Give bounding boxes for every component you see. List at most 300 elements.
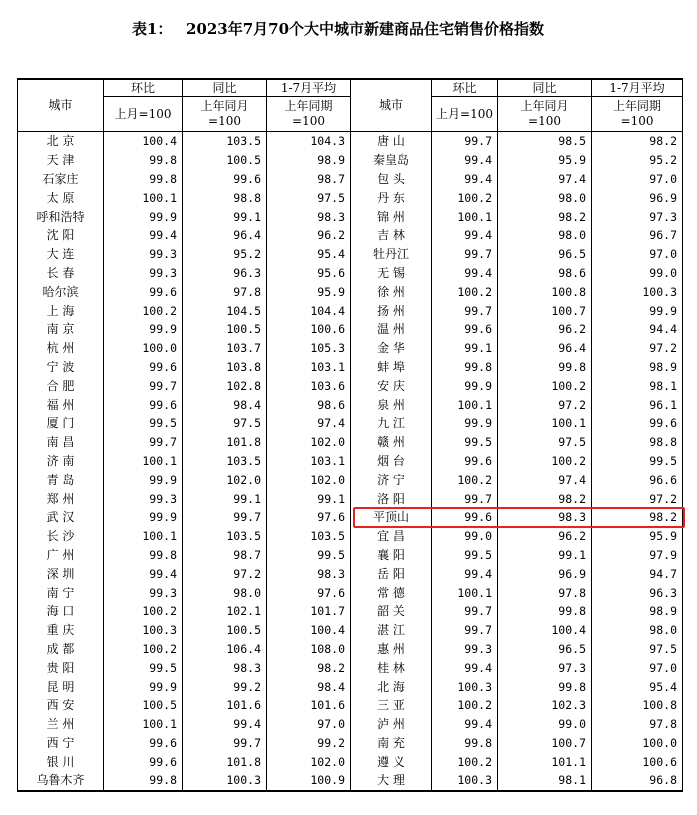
cell-avg-right: 98.2 bbox=[592, 508, 683, 527]
cell-mom-right: 99.6 bbox=[432, 320, 498, 339]
cell-avg-left: 99.5 bbox=[267, 546, 351, 565]
cell-city-right: 九 江 bbox=[351, 414, 432, 433]
cell-yoy-left: 103.7 bbox=[183, 339, 267, 358]
cell-city-right: 桂 林 bbox=[351, 658, 432, 677]
cell-yoy-right: 99.1 bbox=[498, 546, 592, 565]
table-row bbox=[18, 583, 683, 602]
cell-mom-left: 100.2 bbox=[104, 640, 183, 659]
cell-mom-left: 99.6 bbox=[104, 282, 183, 301]
cell-city-right: 惠 州 bbox=[351, 640, 432, 659]
cell-avg-left: 98.3 bbox=[267, 564, 351, 583]
cell-city-left: 大 连 bbox=[18, 245, 104, 264]
table-row bbox=[18, 696, 683, 715]
cell-mom-right: 99.4 bbox=[432, 658, 498, 677]
cell-city-right: 济 宁 bbox=[351, 470, 432, 489]
cell-avg-right: 96.6 bbox=[592, 470, 683, 489]
cell-yoy-right: 99.8 bbox=[498, 358, 592, 377]
cell-city-right: 宜 昌 bbox=[351, 527, 432, 546]
header-mom-base-right bbox=[432, 97, 498, 132]
cell-avg-right: 100.0 bbox=[592, 734, 683, 753]
cell-avg-left: 102.0 bbox=[267, 433, 351, 452]
cell-mom-left: 99.5 bbox=[104, 658, 183, 677]
header-mom-left: 环比 bbox=[104, 79, 183, 97]
cell-mom-left: 100.1 bbox=[104, 527, 183, 546]
cell-city-right: 南 充 bbox=[351, 734, 432, 753]
cell-avg-left: 104.3 bbox=[267, 132, 351, 151]
table-row bbox=[18, 734, 683, 753]
cell-mom-right: 99.4 bbox=[432, 564, 498, 583]
cell-avg-left: 97.6 bbox=[267, 583, 351, 602]
table-row bbox=[18, 489, 683, 508]
cell-avg-left: 99.2 bbox=[267, 734, 351, 753]
cell-mom-left: 100.3 bbox=[104, 621, 183, 640]
cell-avg-left: 97.4 bbox=[267, 414, 351, 433]
table-row bbox=[18, 752, 683, 771]
cell-mom-right: 100.3 bbox=[432, 771, 498, 791]
cell-mom-left: 99.8 bbox=[104, 771, 183, 791]
table-row bbox=[18, 658, 683, 677]
cell-mom-right: 99.7 bbox=[432, 621, 498, 640]
cell-city-left: 深 圳 bbox=[18, 564, 104, 583]
table-row bbox=[18, 602, 683, 621]
cell-yoy-right: 96.5 bbox=[498, 245, 592, 264]
table-row bbox=[18, 470, 683, 489]
cell-avg-right: 99.6 bbox=[592, 414, 683, 433]
cell-yoy-right: 98.5 bbox=[498, 132, 592, 151]
cell-city-right: 安 庆 bbox=[351, 376, 432, 395]
cell-avg-right: 98.9 bbox=[592, 602, 683, 621]
cell-city-left: 海 口 bbox=[18, 602, 104, 621]
cell-mom-right: 99.6 bbox=[432, 508, 498, 527]
cell-yoy-left: 96.3 bbox=[183, 264, 267, 283]
cell-mom-left: 99.9 bbox=[104, 207, 183, 226]
cell-mom-right: 99.7 bbox=[432, 132, 498, 151]
cell-city-right: 韶 关 bbox=[351, 602, 432, 621]
cell-yoy-left: 102.8 bbox=[183, 376, 267, 395]
cell-yoy-left: 95.2 bbox=[183, 245, 267, 264]
cell-city-left: 厦 门 bbox=[18, 414, 104, 433]
cell-mom-left: 99.8 bbox=[104, 170, 183, 189]
cell-avg-right: 99.5 bbox=[592, 452, 683, 471]
cell-yoy-right: 98.0 bbox=[498, 188, 592, 207]
cell-yoy-right: 100.7 bbox=[498, 734, 592, 753]
cell-yoy-right: 99.0 bbox=[498, 715, 592, 734]
cell-avg-left: 100.4 bbox=[267, 621, 351, 640]
cell-mom-left: 99.3 bbox=[104, 489, 183, 508]
cell-yoy-right: 97.3 bbox=[498, 658, 592, 677]
cell-mom-right: 99.1 bbox=[432, 339, 498, 358]
cell-avg-right: 99.0 bbox=[592, 264, 683, 283]
cell-avg-left: 95.6 bbox=[267, 264, 351, 283]
cell-avg-left: 102.0 bbox=[267, 470, 351, 489]
cell-avg-left: 105.3 bbox=[267, 339, 351, 358]
cell-mom-left: 100.1 bbox=[104, 452, 183, 471]
cell-city-left: 沈 阳 bbox=[18, 226, 104, 245]
cell-city-right: 遵 义 bbox=[351, 752, 432, 771]
table-row bbox=[18, 621, 683, 640]
cell-mom-right: 99.0 bbox=[432, 527, 498, 546]
cell-city-left: 合 肥 bbox=[18, 376, 104, 395]
cell-yoy-right: 98.3 bbox=[498, 508, 592, 527]
cell-avg-left: 103.5 bbox=[267, 527, 351, 546]
cell-yoy-right: 102.3 bbox=[498, 696, 592, 715]
cell-yoy-right: 98.6 bbox=[498, 264, 592, 283]
cell-mom-left: 99.9 bbox=[104, 470, 183, 489]
table-row bbox=[18, 226, 683, 245]
cell-avg-right: 97.0 bbox=[592, 658, 683, 677]
cell-mom-right: 99.8 bbox=[432, 358, 498, 377]
yoy-base-label-2: =100 bbox=[528, 114, 561, 128]
table-row bbox=[18, 546, 683, 565]
cell-avg-left: 98.9 bbox=[267, 151, 351, 170]
cell-yoy-left: 99.4 bbox=[183, 715, 267, 734]
mom-base-label: 上月=100 bbox=[436, 106, 493, 121]
cell-yoy-left: 101.6 bbox=[183, 696, 267, 715]
cell-city-left: 广 州 bbox=[18, 546, 104, 565]
cell-yoy-right: 100.2 bbox=[498, 452, 592, 471]
cell-city-right: 锦 州 bbox=[351, 207, 432, 226]
cell-yoy-left: 99.1 bbox=[183, 207, 267, 226]
header-yoy-right: 同比 bbox=[498, 79, 592, 97]
cell-yoy-left: 98.4 bbox=[183, 395, 267, 414]
header-yoy-base-left bbox=[183, 97, 267, 132]
cell-avg-left: 98.2 bbox=[267, 658, 351, 677]
table-row bbox=[18, 527, 683, 546]
cell-yoy-right: 100.4 bbox=[498, 621, 592, 640]
cell-city-left: 天 津 bbox=[18, 151, 104, 170]
cell-city-right: 三 亚 bbox=[351, 696, 432, 715]
cell-city-right: 徐 州 bbox=[351, 282, 432, 301]
cell-avg-right: 96.8 bbox=[592, 771, 683, 791]
cell-yoy-left: 100.3 bbox=[183, 771, 267, 791]
cell-city-right: 洛 阳 bbox=[351, 489, 432, 508]
cell-city-right: 蚌 埠 bbox=[351, 358, 432, 377]
table-body bbox=[18, 132, 683, 791]
cell-city-left: 西 安 bbox=[18, 696, 104, 715]
cell-yoy-right: 101.1 bbox=[498, 752, 592, 771]
cell-avg-right: 99.9 bbox=[592, 301, 683, 320]
cell-city-right: 岳 阳 bbox=[351, 564, 432, 583]
cell-yoy-left: 100.5 bbox=[183, 621, 267, 640]
table-header bbox=[18, 79, 683, 132]
cell-mom-right: 99.5 bbox=[432, 433, 498, 452]
cell-mom-right: 100.1 bbox=[432, 207, 498, 226]
cell-avg-left: 108.0 bbox=[267, 640, 351, 659]
cell-city-left: 哈尔滨 bbox=[18, 282, 104, 301]
cell-avg-right: 98.1 bbox=[592, 376, 683, 395]
cell-avg-right: 95.2 bbox=[592, 151, 683, 170]
header-city-left: 城市 bbox=[18, 79, 104, 132]
header-yoy-base-right bbox=[498, 97, 592, 132]
cell-mom-left: 99.9 bbox=[104, 508, 183, 527]
cell-city-right: 平顶山 bbox=[351, 508, 432, 527]
cell-avg-left: 104.4 bbox=[267, 301, 351, 320]
cell-avg-left: 95.9 bbox=[267, 282, 351, 301]
cell-yoy-left: 99.1 bbox=[183, 489, 267, 508]
cell-mom-right: 99.7 bbox=[432, 602, 498, 621]
cell-avg-right: 97.9 bbox=[592, 546, 683, 565]
cell-city-left: 郑 州 bbox=[18, 489, 104, 508]
cell-yoy-right: 100.2 bbox=[498, 376, 592, 395]
header-mom-base-left bbox=[104, 97, 183, 132]
table-row bbox=[18, 301, 683, 320]
cell-mom-left: 99.3 bbox=[104, 245, 183, 264]
cell-yoy-right: 97.4 bbox=[498, 470, 592, 489]
cell-mom-right: 99.4 bbox=[432, 151, 498, 170]
cell-mom-right: 99.7 bbox=[432, 489, 498, 508]
table-row bbox=[18, 188, 683, 207]
cell-city-left: 兰 州 bbox=[18, 715, 104, 734]
cell-avg-left: 103.1 bbox=[267, 358, 351, 377]
table-row bbox=[18, 395, 683, 414]
cell-avg-right: 95.4 bbox=[592, 677, 683, 696]
cell-mom-left: 99.8 bbox=[104, 151, 183, 170]
cell-city-right: 包 头 bbox=[351, 170, 432, 189]
cell-city-right: 唐 山 bbox=[351, 132, 432, 151]
cell-city-left: 青 岛 bbox=[18, 470, 104, 489]
cell-yoy-right: 96.9 bbox=[498, 564, 592, 583]
cell-city-right: 吉 林 bbox=[351, 226, 432, 245]
cell-avg-left: 98.3 bbox=[267, 207, 351, 226]
cell-avg-left: 103.6 bbox=[267, 376, 351, 395]
cell-avg-right: 98.8 bbox=[592, 433, 683, 452]
cell-avg-left: 100.9 bbox=[267, 771, 351, 791]
cell-city-left: 乌鲁木齐 bbox=[18, 771, 104, 791]
cell-city-left: 上 海 bbox=[18, 301, 104, 320]
cell-city-left: 石家庄 bbox=[18, 170, 104, 189]
cell-avg-right: 97.2 bbox=[592, 489, 683, 508]
cell-city-left: 南 昌 bbox=[18, 433, 104, 452]
cell-city-left: 北 京 bbox=[18, 132, 104, 151]
cell-mom-left: 99.6 bbox=[104, 734, 183, 753]
cell-avg-right: 98.9 bbox=[592, 358, 683, 377]
cell-yoy-right: 97.2 bbox=[498, 395, 592, 414]
cell-mom-left: 99.5 bbox=[104, 414, 183, 433]
cell-city-left: 西 宁 bbox=[18, 734, 104, 753]
cell-yoy-left: 98.3 bbox=[183, 658, 267, 677]
cell-yoy-right: 96.4 bbox=[498, 339, 592, 358]
cell-yoy-left: 103.5 bbox=[183, 452, 267, 471]
cell-mom-left: 99.8 bbox=[104, 546, 183, 565]
cell-avg-left: 96.2 bbox=[267, 226, 351, 245]
cell-yoy-left: 96.4 bbox=[183, 226, 267, 245]
cell-avg-right: 100.8 bbox=[592, 696, 683, 715]
cell-mom-right: 99.4 bbox=[432, 226, 498, 245]
table-row bbox=[18, 264, 683, 283]
table-row bbox=[18, 508, 683, 527]
cell-avg-right: 97.3 bbox=[592, 207, 683, 226]
table-row bbox=[18, 170, 683, 189]
cell-avg-left: 98.6 bbox=[267, 395, 351, 414]
cell-yoy-right: 96.2 bbox=[498, 320, 592, 339]
cell-city-left: 太 原 bbox=[18, 188, 104, 207]
table-row bbox=[18, 433, 683, 452]
cell-city-left: 成 都 bbox=[18, 640, 104, 659]
cell-yoy-left: 102.1 bbox=[183, 602, 267, 621]
cell-yoy-left: 98.7 bbox=[183, 546, 267, 565]
cell-mom-left: 100.4 bbox=[104, 132, 183, 151]
header-mom-right: 环比 bbox=[432, 79, 498, 97]
cell-yoy-left: 99.7 bbox=[183, 508, 267, 527]
cell-mom-right: 100.1 bbox=[432, 583, 498, 602]
cell-city-right: 常 德 bbox=[351, 583, 432, 602]
cell-city-left: 南 京 bbox=[18, 320, 104, 339]
cell-yoy-right: 98.2 bbox=[498, 207, 592, 226]
cell-avg-right: 97.0 bbox=[592, 245, 683, 264]
cell-avg-left: 101.7 bbox=[267, 602, 351, 621]
table-row bbox=[18, 282, 683, 301]
cell-mom-left: 99.9 bbox=[104, 677, 183, 696]
cell-mom-left: 99.7 bbox=[104, 433, 183, 452]
cell-mom-right: 99.7 bbox=[432, 245, 498, 264]
cell-avg-right: 98.2 bbox=[592, 132, 683, 151]
yoy-base-label-1: 上年同月 bbox=[200, 99, 249, 113]
cell-mom-left: 100.2 bbox=[104, 602, 183, 621]
table-row bbox=[18, 640, 683, 659]
cell-avg-left: 101.6 bbox=[267, 696, 351, 715]
cell-avg-left: 99.1 bbox=[267, 489, 351, 508]
cell-mom-right: 100.2 bbox=[432, 470, 498, 489]
cell-yoy-left: 98.8 bbox=[183, 188, 267, 207]
cell-mom-left: 99.6 bbox=[104, 752, 183, 771]
cell-yoy-right: 97.4 bbox=[498, 170, 592, 189]
avg-base-label-1: 上年同期 bbox=[612, 99, 661, 113]
table-row bbox=[18, 320, 683, 339]
cell-yoy-right: 100.7 bbox=[498, 301, 592, 320]
cell-city-left: 重 庆 bbox=[18, 621, 104, 640]
cell-mom-left: 99.3 bbox=[104, 264, 183, 283]
cell-yoy-right: 98.2 bbox=[498, 489, 592, 508]
cell-yoy-left: 104.5 bbox=[183, 301, 267, 320]
cell-yoy-left: 99.7 bbox=[183, 734, 267, 753]
table-row bbox=[18, 677, 683, 696]
cell-yoy-right: 98.0 bbox=[498, 226, 592, 245]
table-row bbox=[18, 771, 683, 791]
cell-city-right: 大 理 bbox=[351, 771, 432, 791]
cell-mom-left: 99.6 bbox=[104, 358, 183, 377]
cell-mom-right: 100.3 bbox=[432, 677, 498, 696]
cell-avg-left: 97.6 bbox=[267, 508, 351, 527]
cell-mom-left: 99.9 bbox=[104, 320, 183, 339]
header-avg-left: 1-7月平均 bbox=[267, 79, 351, 97]
cell-mom-right: 99.3 bbox=[432, 640, 498, 659]
cell-yoy-left: 103.8 bbox=[183, 358, 267, 377]
cell-mom-right: 100.2 bbox=[432, 282, 498, 301]
table-row bbox=[18, 132, 683, 151]
cell-mom-left: 99.7 bbox=[104, 376, 183, 395]
cell-yoy-left: 99.2 bbox=[183, 677, 267, 696]
yoy-base-label-1: 上年同月 bbox=[520, 99, 569, 113]
cell-mom-right: 99.7 bbox=[432, 301, 498, 320]
cell-city-left: 杭 州 bbox=[18, 339, 104, 358]
table-row bbox=[18, 414, 683, 433]
cell-city-right: 金 华 bbox=[351, 339, 432, 358]
avg-base-label-2: =100 bbox=[292, 114, 325, 128]
header-city-right: 城市 bbox=[351, 79, 432, 132]
cell-yoy-left: 101.8 bbox=[183, 433, 267, 452]
price-index-table bbox=[17, 78, 683, 792]
cell-avg-left: 97.0 bbox=[267, 715, 351, 734]
cell-yoy-right: 99.8 bbox=[498, 677, 592, 696]
cell-yoy-left: 97.2 bbox=[183, 564, 267, 583]
cell-yoy-left: 103.5 bbox=[183, 132, 267, 151]
cell-avg-left: 102.0 bbox=[267, 752, 351, 771]
cell-city-left: 银 川 bbox=[18, 752, 104, 771]
cell-avg-right: 97.5 bbox=[592, 640, 683, 659]
cell-city-left: 贵 阳 bbox=[18, 658, 104, 677]
cell-city-right: 扬 州 bbox=[351, 301, 432, 320]
cell-city-right: 北 海 bbox=[351, 677, 432, 696]
cell-city-right: 襄 阳 bbox=[351, 546, 432, 565]
cell-avg-right: 96.1 bbox=[592, 395, 683, 414]
cell-mom-left: 99.3 bbox=[104, 583, 183, 602]
table-row bbox=[18, 376, 683, 395]
cell-mom-right: 100.2 bbox=[432, 752, 498, 771]
cell-yoy-right: 96.5 bbox=[498, 640, 592, 659]
cell-yoy-right: 100.1 bbox=[498, 414, 592, 433]
cell-mom-right: 100.2 bbox=[432, 188, 498, 207]
yoy-base-label-2: =100 bbox=[208, 114, 241, 128]
cell-mom-right: 99.6 bbox=[432, 452, 498, 471]
cell-avg-right: 94.7 bbox=[592, 564, 683, 583]
table-row bbox=[18, 207, 683, 226]
cell-avg-left: 100.6 bbox=[267, 320, 351, 339]
table-title-text: 2023年7月70个大中城市新建商品住宅销售价格指数 bbox=[186, 20, 545, 38]
cell-mom-left: 100.1 bbox=[104, 188, 183, 207]
cell-yoy-right: 97.5 bbox=[498, 433, 592, 452]
mom-base-label: 上月=100 bbox=[114, 106, 172, 121]
cell-mom-right: 99.9 bbox=[432, 376, 498, 395]
cell-mom-right: 99.4 bbox=[432, 264, 498, 283]
cell-mom-right: 99.8 bbox=[432, 734, 498, 753]
cell-avg-left: 103.1 bbox=[267, 452, 351, 471]
cell-mom-right: 99.9 bbox=[432, 414, 498, 433]
cell-mom-left: 99.6 bbox=[104, 395, 183, 414]
cell-city-left: 长 春 bbox=[18, 264, 104, 283]
cell-avg-right: 97.8 bbox=[592, 715, 683, 734]
cell-avg-right: 97.2 bbox=[592, 339, 683, 358]
cell-yoy-left: 103.5 bbox=[183, 527, 267, 546]
table-row bbox=[18, 564, 683, 583]
cell-city-right: 泸 州 bbox=[351, 715, 432, 734]
cell-city-right: 赣 州 bbox=[351, 433, 432, 452]
table-row bbox=[18, 339, 683, 358]
cell-city-left: 长 沙 bbox=[18, 527, 104, 546]
cell-avg-right: 97.0 bbox=[592, 170, 683, 189]
cell-yoy-right: 99.8 bbox=[498, 602, 592, 621]
header-yoy-left: 同比 bbox=[183, 79, 267, 97]
cell-avg-right: 95.9 bbox=[592, 527, 683, 546]
cell-avg-left: 95.4 bbox=[267, 245, 351, 264]
cell-city-left: 福 州 bbox=[18, 395, 104, 414]
cell-city-left: 武 汉 bbox=[18, 508, 104, 527]
cell-mom-right: 99.4 bbox=[432, 170, 498, 189]
cell-city-right: 泉 州 bbox=[351, 395, 432, 414]
cell-mom-right: 100.2 bbox=[432, 696, 498, 715]
cell-mom-left: 100.1 bbox=[104, 715, 183, 734]
cell-yoy-left: 98.0 bbox=[183, 583, 267, 602]
cell-avg-right: 100.6 bbox=[592, 752, 683, 771]
cell-yoy-left: 101.8 bbox=[183, 752, 267, 771]
table-row bbox=[18, 452, 683, 471]
cell-city-right: 丹 东 bbox=[351, 188, 432, 207]
cell-yoy-right: 100.8 bbox=[498, 282, 592, 301]
cell-city-right: 温 州 bbox=[351, 320, 432, 339]
cell-mom-left: 100.5 bbox=[104, 696, 183, 715]
cell-mom-left: 99.4 bbox=[104, 564, 183, 583]
table-row bbox=[18, 245, 683, 264]
cell-yoy-left: 97.5 bbox=[183, 414, 267, 433]
